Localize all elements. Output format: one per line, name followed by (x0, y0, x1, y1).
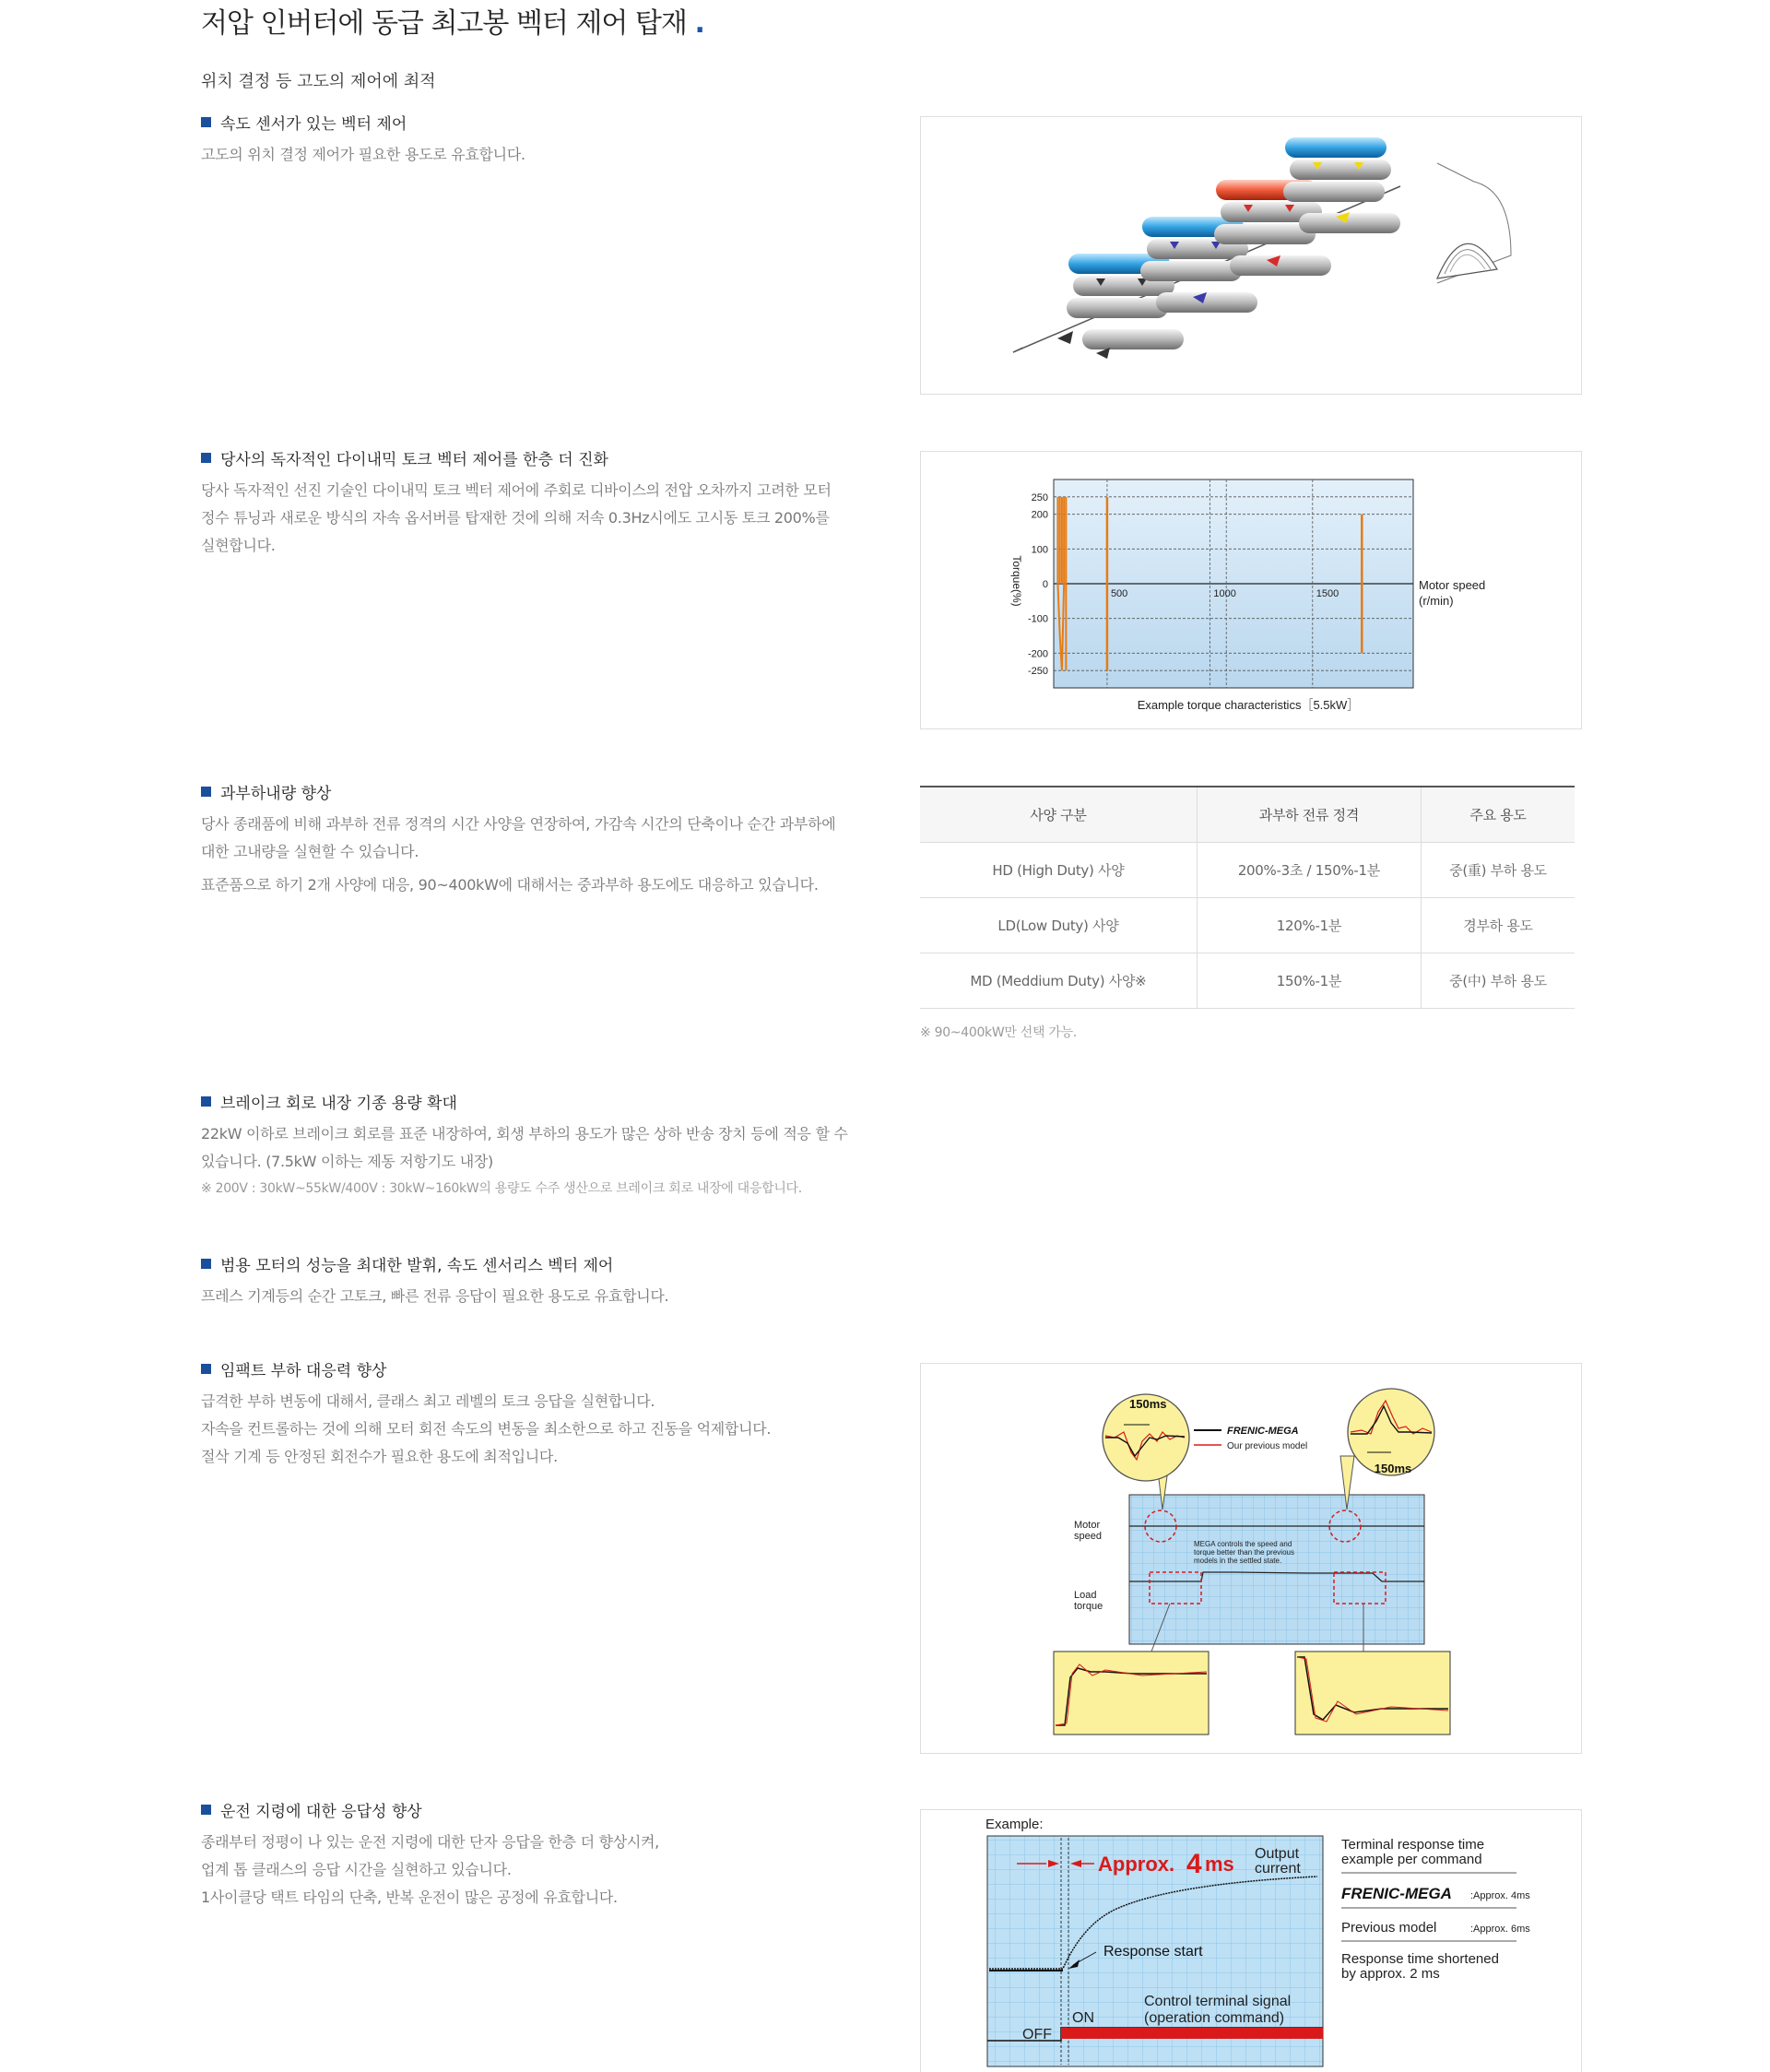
previous-time-label: :Approx. 6ms (1470, 1924, 1530, 1935)
x-tick-label: 1000 (1213, 588, 1236, 599)
table-cell: 경부하 용도 (1422, 897, 1575, 953)
motor-speed-label-1: Motor (1074, 1520, 1101, 1531)
page-title-text: 저압 인버터에 동급 최고봉 벡터 제어 탑재 (201, 7, 687, 40)
approx-value: 4 (1186, 1849, 1202, 1879)
right-150ms-label: 150ms (1374, 1462, 1412, 1475)
shortened-label-1: Response time shortened (1341, 1951, 1499, 1967)
chart-caption: Example torque characteristics［5.5kW］ (1137, 698, 1360, 712)
section-dynamic-torque (201, 446, 865, 560)
approx-unit: ms (1205, 1853, 1234, 1876)
example-label: Example: (985, 1817, 1044, 1832)
table-row (920, 897, 1575, 953)
table-cell: 200%-3초 / 150%-1분 (1197, 842, 1421, 897)
impact-load-figure (920, 1363, 1582, 1754)
output-label-2: current (1255, 1861, 1301, 1877)
y-tick-label: -100 (1027, 613, 1048, 625)
zoom-circle-right (1340, 1389, 1434, 1510)
left-150ms-label: 150ms (1129, 1397, 1167, 1411)
load-torque-label-2: torque (1074, 1601, 1103, 1612)
table-cell: LD(Low Duty) 사양 (920, 897, 1197, 953)
section-heading-text: 속도 센서가 있는 벡터 제어 (220, 115, 407, 134)
shortened-label-2: by approx. 2 ms (1341, 1966, 1440, 1982)
overload-spec-table (920, 786, 1575, 1009)
section-heading (201, 1357, 865, 1380)
control-signal-label-2: (operation command) (1144, 2010, 1285, 2026)
legend-mega: FRENIC-MEGA (1227, 1426, 1299, 1437)
x-tick-label: 500 (1110, 588, 1128, 599)
body-line: 대한 고내량을 실현할 수 있습니다. (201, 843, 419, 860)
section-body (201, 1388, 865, 1471)
table-row (920, 953, 1575, 1008)
body-line: 실현합니다. (201, 537, 276, 554)
roller-group-4 (1283, 137, 1400, 233)
section-heading (201, 1798, 865, 1821)
section-body (201, 811, 865, 899)
takeup-roll-icon (1437, 243, 1497, 278)
previous-model-label: Previous model (1341, 1920, 1437, 1936)
y-tick-label: 100 (1031, 544, 1048, 556)
table-cell: 120%-1분 (1197, 897, 1421, 953)
body-line: 1사이클당 택트 타임의 단축, 반복 운전이 많은 공정에 유효합니다. (201, 1888, 618, 1906)
section-body (201, 1120, 865, 1176)
motor-speed-label-2: speed (1074, 1531, 1102, 1542)
body-line: 업계 톱 클래스의 응답 시간을 실현하고 있습니다. (201, 1861, 512, 1878)
y-tick-label: 0 (1042, 579, 1048, 590)
body-line: 당사 독자적인 선진 기술인 다이내믹 토크 벡터 제어에 주회로 디바이스의 전압 오차까지 고려한 모터 (201, 481, 832, 499)
section-heading-text: 운전 지령에 대한 응답성 향상 (220, 1803, 422, 1821)
section-sensor-vector (201, 111, 846, 169)
response-start-label: Response start (1103, 1944, 1203, 1960)
x-axis-label-line1: Motor speed (1419, 578, 1486, 592)
settled-note-2: torque better than the previous (1194, 1548, 1294, 1557)
y-tick-label: -250 (1027, 666, 1048, 678)
body-line: 자속을 컨트롤하는 것에 의해 모터 회전 속도의 변동을 최소한으로 하고 진동을 억제합니다. (201, 1420, 772, 1438)
output-label-1: Output (1255, 1846, 1300, 1862)
settled-note-3: models in the settled state. (1194, 1557, 1282, 1565)
section-heading (201, 446, 865, 469)
bullet-square-icon (201, 1364, 211, 1374)
body-line: 있습니다. (7.5kW 이하는 제동 저항기도 내장) (201, 1153, 493, 1170)
section-body (201, 141, 846, 169)
section-heading-text: 과부하내량 향상 (220, 785, 332, 803)
section-response (201, 1798, 865, 1912)
section-heading-text: 임팩트 부하 대응력 향상 (220, 1362, 387, 1380)
bullet-square-icon (201, 1096, 211, 1107)
section-heading-text: 범용 모터의 성능을 최대한 발휘, 속도 센서리스 벡터 제어 (220, 1257, 614, 1275)
body-line: 프레스 기계등의 순간 고토크, 빠른 전류 응답이 필요한 용도로 유효합니다. (201, 1287, 669, 1305)
y-tick-label: -200 (1027, 648, 1048, 660)
overload-spec-table-wrap (920, 786, 1582, 1044)
table-cell: 중(重) 부하 용도 (1422, 842, 1575, 897)
page-title (201, 0, 704, 41)
section-body (201, 477, 865, 560)
section-brake-circuit (201, 1090, 865, 1200)
y-tick-label: 250 (1031, 491, 1048, 503)
torque-chart-figure (920, 451, 1582, 729)
body-line: 표준품으로 하기 2개 사양에 대응, 90~400kW에 대해서는 중과부하 용도에도 대응하고 있습니다. (201, 876, 819, 894)
bullet-square-icon (201, 1805, 211, 1815)
section-heading-text: 당사의 독자적인 다이내믹 토크 벡터 제어를 한층 더 진화 (220, 451, 608, 469)
table-header-row (920, 787, 1575, 842)
off-label: OFF (1022, 2027, 1052, 2042)
body-line: 고도의 위치 결정 제어가 필요한 용도로 유효합니다. (201, 146, 525, 163)
x-axis-label-line2: (r/min) (1419, 594, 1454, 608)
bullet-square-icon (201, 453, 211, 463)
control-signal-label-1: Control terminal signal (1144, 1994, 1292, 2009)
page-subtitle: 위치 결정 등 고도의 제어에 최적 (201, 72, 436, 91)
section-sensorless-vector (201, 1252, 865, 1310)
x-tick-label: 1500 (1316, 588, 1339, 599)
y-axis-label: Torque(%) (1010, 555, 1023, 607)
roller-illustration (920, 116, 1582, 395)
table-cell: 150%-1분 (1197, 953, 1421, 1008)
approx-label: Approx. (1098, 1853, 1175, 1876)
body-line: 급격한 부하 변동에 대해서, 클래스 최고 레벨의 토크 응답을 실현합니다. (201, 1392, 655, 1410)
signal-grid-panel (1129, 1495, 1424, 1644)
table-cell: MD (Meddium Duty) 사양※ (920, 953, 1197, 1008)
section-note: ※ 200V : 30kW~55kW/400V : 30kW~160kW의 용량도 수주 생산으로 브레이크 회로 내장에 대응합니다. (201, 1181, 802, 1196)
body-line: 당사 종래품에 비해 과부하 전류 정격의 시간 사양을 연장하여, 가감속 시간의 단축이나 순간 과부하에 (201, 815, 836, 833)
table-cell: 중(中) 부하 용도 (1422, 953, 1575, 1008)
body-line: 절삭 기계 등 안정된 회전수가 필요한 용도에 최적입니다. (201, 1448, 558, 1465)
terminal-time-title-2: example per command (1341, 1852, 1482, 1867)
body-line: 정수 튜닝과 새로운 방식의 자속 옵서버를 탑재한 것에 의해 저속 0.3Hz시에도 고시동 토크 200%를 (201, 509, 830, 527)
legend-previous: Our previous model (1227, 1441, 1308, 1451)
settled-note-1: MEGA controls the speed and (1194, 1540, 1292, 1548)
on-label: ON (1072, 2010, 1094, 2026)
zoom-box-left (1054, 1652, 1209, 1735)
table-row (920, 842, 1575, 897)
body-line: 22kW 이하로 브레이크 회로를 표준 내장하여, 회생 부하의 용도가 많은 상하 반송 장치 등에 적응 할 수 (201, 1125, 848, 1143)
section-heading (201, 780, 865, 803)
load-torque-label-1: Load (1074, 1590, 1097, 1601)
bullet-square-icon (201, 1259, 211, 1269)
mega-time-label: :Approx. 4ms (1470, 1890, 1530, 1901)
section-overload (201, 780, 865, 899)
section-heading (201, 111, 846, 134)
section-impact-load (201, 1357, 865, 1471)
body-line: 종래부터 정평이 나 있는 운전 지령에 대한 단자 응답을 한층 더 향상시켜, (201, 1833, 659, 1851)
table-cell: HD (High Duty) 사양 (920, 842, 1197, 897)
section-heading (201, 1090, 865, 1113)
table-header-cell: 사양 구분 (920, 787, 1197, 842)
section-body (201, 1829, 865, 1912)
page-title-dot: . (694, 7, 704, 40)
zoom-box-right (1295, 1652, 1450, 1735)
response-time-figure (920, 1809, 1582, 2072)
table-header-cell: 과부하 전류 정격 (1197, 787, 1421, 842)
bullet-square-icon (201, 787, 211, 797)
table-note: ※ 90~400kW만 선택 가능. (920, 1024, 1077, 1040)
section-heading-text: 브레이크 회로 내장 기종 용량 확대 (220, 1095, 457, 1113)
section-heading (201, 1252, 865, 1275)
section-body (201, 1283, 865, 1310)
terminal-time-title-1: Terminal response time (1341, 1837, 1485, 1853)
table-header-cell: 주요 용도 (1422, 787, 1575, 842)
zoom-circle-left (1103, 1394, 1189, 1510)
bullet-square-icon (201, 117, 211, 127)
mega-name-label: FRENIC-MEGA (1341, 1885, 1452, 1902)
y-tick-label: 200 (1031, 509, 1048, 521)
